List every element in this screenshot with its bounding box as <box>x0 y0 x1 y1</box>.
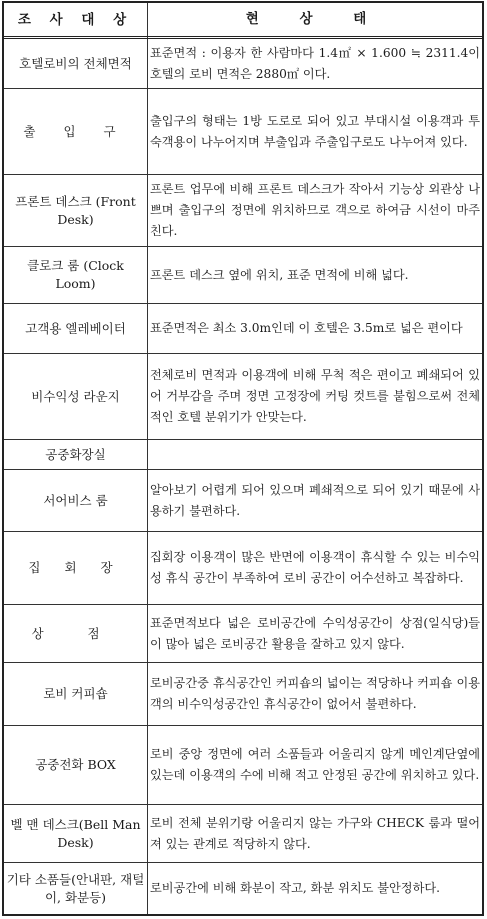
table-row <box>4 39 482 89</box>
table-header <box>4 3 482 39</box>
survey-table <box>2 1 484 916</box>
table-row <box>4 354 482 440</box>
table-row <box>4 726 482 805</box>
row-text: 출입구의 형태는 1방 도로로 되어 있고 부대시설 이용객과 투숙객용이 나누어지며 부출입과 주출입구로도 나누어져 있다. <box>150 113 480 149</box>
row-label: 비수익성 라운지 <box>31 388 120 404</box>
row-label: 공중전화 BOX <box>35 757 116 772</box>
row-text: 로비 전체 분위기랑 어울리지 않는 가구와 CHECK 룸과 떨어져 있는 관계로 적당하지 않다. <box>150 815 480 851</box>
row-text <box>150 440 482 469</box>
row-label: 서어비스 룸 <box>43 492 108 508</box>
table-row <box>4 663 482 726</box>
row-label: 벨 맨 데스크(Bell Man Desk) <box>10 816 141 850</box>
table-row <box>4 470 482 532</box>
row-text: 전체로비 면적과 이용객에 비해 무척 적은 편이고 폐쇄되어 있어 거부감을 주며 정면 고정장에 커팅 컷트를 붙힘으로써 전체적인 호텔 분위기가 안맞는다. <box>150 368 480 424</box>
table-row <box>4 532 482 605</box>
table-row <box>4 89 482 175</box>
table-row <box>4 863 482 914</box>
row-text: 프론트 데스크 옆에 위치, 표준 면적에 비해 넓다. <box>150 267 409 282</box>
row-label: 호텔로비의 전체면적 <box>19 55 132 71</box>
row-label: 고객용 엘레베이터 <box>25 320 126 336</box>
row-label: 출 입 구 <box>23 123 128 139</box>
row-text: 로비 중앙 정면에 여러 소품들과 어울리지 않게 메인계단옆에 있는데 이용객의 수에 비해 적고 안정된 공간에 위치하고 있다. <box>150 747 480 782</box>
row-label: 프론트 데스크 (Front Desk) <box>15 193 136 227</box>
row-text: 표준면적은 최소 3.0m인데 이 호텔은 3.5m로 넓은 편이다 <box>150 321 463 335</box>
header-survey-target: 조 사 대 상 <box>17 11 134 28</box>
row-text: 표준면적 : 이용자 한 사람마다 1.4㎡ × 1.600 ≒ 2311.4이 호텔의 로비 면적은 2880㎡ 이다. <box>150 45 480 81</box>
row-label: 집 회 장 <box>28 560 123 575</box>
table-row <box>4 247 482 304</box>
row-text: 표준면적보다 넓은 로비공간에 수익성공간이 상점(일식당)들이 많아 넓은 로비공간 활용을 잘하고 있지 않다. <box>150 615 480 651</box>
table-row <box>4 304 482 354</box>
table-row <box>4 805 482 863</box>
row-label: 클로크 룸 (Clock Loom) <box>27 258 124 291</box>
table-row <box>4 605 482 663</box>
table-row <box>4 440 482 470</box>
row-text: 프론트 업무에 비해 프론트 데스크가 작아서 기능상 외관상 나쁘며 출입구의 정면에 위치하므로 객으로 하여금 시선이 마주친다. <box>150 182 480 238</box>
row-label: 상 점 <box>31 625 120 641</box>
row-text: 알아보기 어렵게 되어 있으며 폐쇄적으로 되어 있기 때문에 사용하기 불편하다. <box>150 482 480 518</box>
row-label: 기타 소품들(안내판, 재털이, 화분등) <box>6 871 145 905</box>
row-text: 로비공간중 휴식공간인 커피숍의 넓이는 적당하나 커피숍 이용객의 비수익성공간인 휴식공간이 없어서 불편하다. <box>150 676 480 711</box>
row-text: 집회장 이용객이 많은 반면에 이용객이 휴식할 수 있는 비수익성 휴식 공간이 부족하여 로비 공간이 어수선하고 복잡하다. <box>150 550 480 585</box>
row-label: 공중화장실 <box>45 446 106 462</box>
row-text: 로비공간에 비해 화분이 작고, 화분 위치도 불안정하다. <box>150 881 441 895</box>
row-label: 로비 커피숍 <box>43 686 108 701</box>
table-row <box>4 175 482 247</box>
header-current-state: 현 상 태 <box>245 11 385 27</box>
